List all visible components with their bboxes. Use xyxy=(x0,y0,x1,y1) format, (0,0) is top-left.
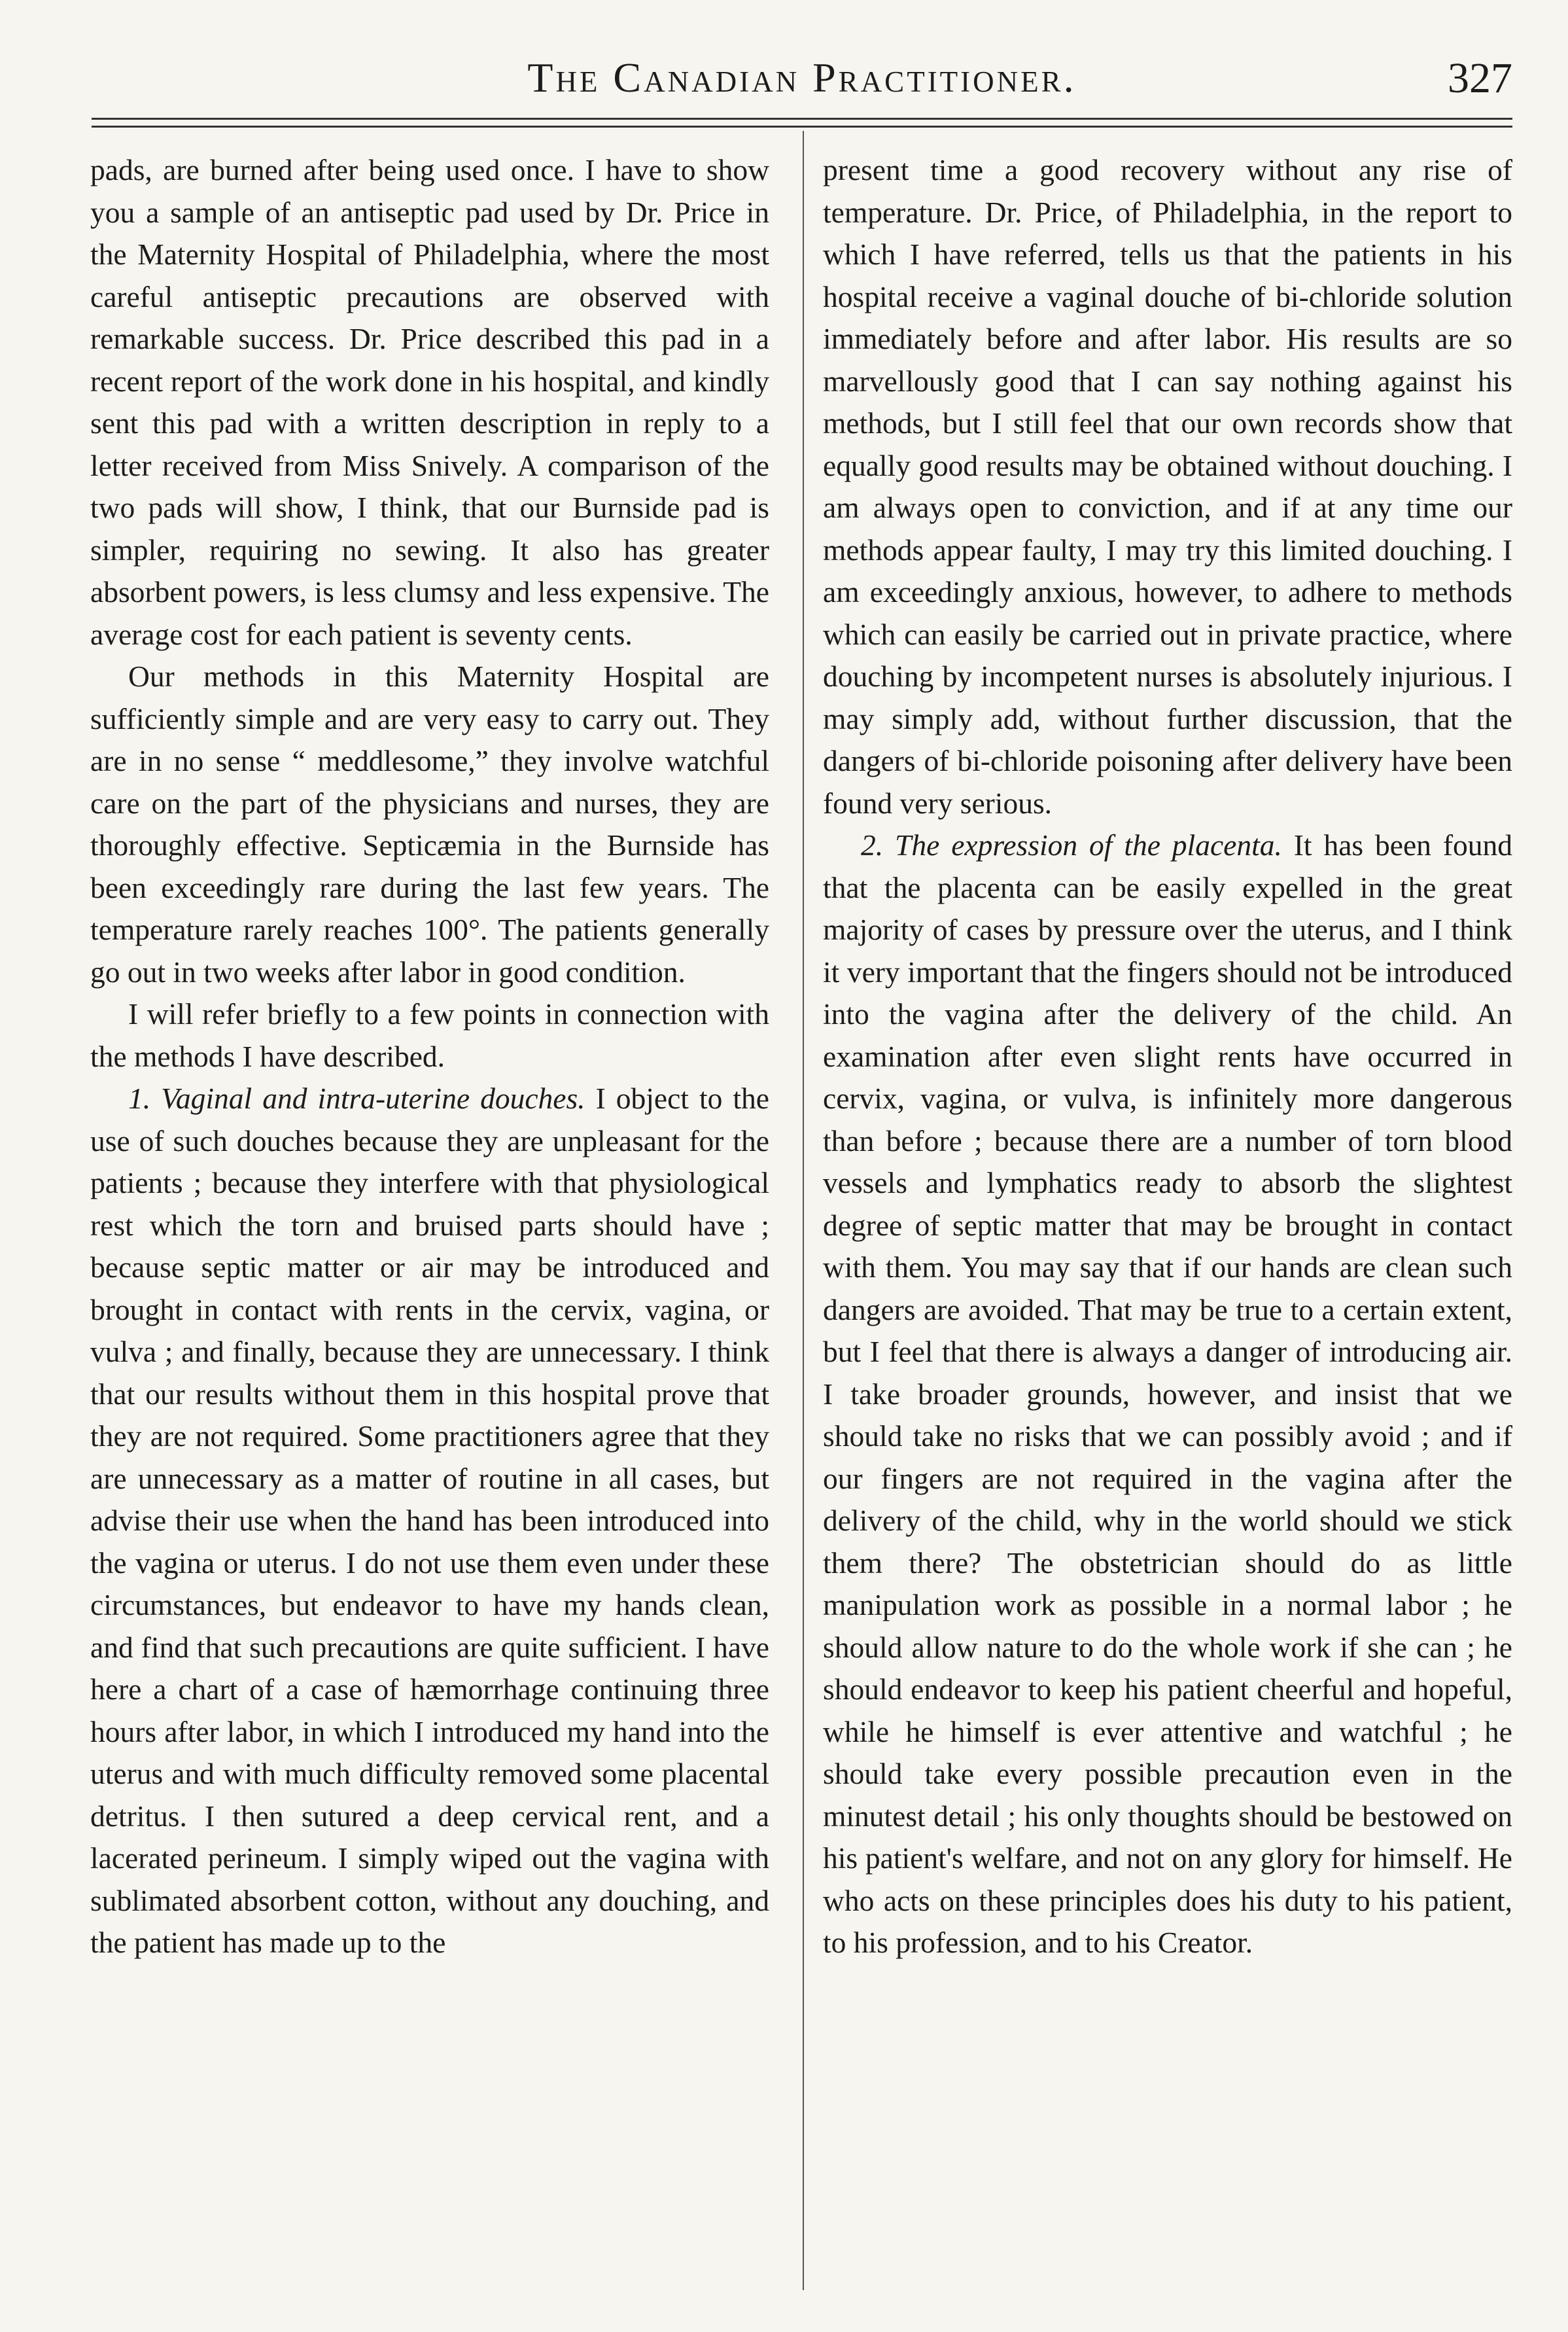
paragraph-douches xyxy=(90,1078,769,1964)
paragraph-douches-text: I object to the use of such douches because they are unpleasant for the patients ; because they interfere with that physiological rest which the torn and bruised parts should have ; because septic matter or air may be introduced and brought in contact with rents in the cervix, vagina, or vulva ; and finally, because they are unnecessary. I think that our results without them in this hospital prove that they are not required. Some practitioners agree that they are unnecessary as a matter of routine in all cases, but advise their use when the hand has been introduced into the vagina or uterus. I do not use them even under these circumstances, but endeavor to have my hands clean, and find that such precautions are quite sufficient. I have here a chart of a case of hæmorrhage continuing three hours after labor, in which I introduced my hand into the uterus and with much difficulty removed some placental detritus. I then sutured a deep cervical rent, and a lacerated perineum. I simply wiped out the vagina with sublimated absorbent cotton, without any douching, and the patient has made up to the xyxy=(90,1082,770,1959)
paragraph-recovery: present time a good recovery without any rise of temperature. Dr. Price, of Philadelphia, in the report to which I have referred, tells us that the patients in his hospital receive a vaginal douche of bi-chloride solution immediately before and after labor. His results are so marvellously good that I can say nothing against his methods, but I still feel that our own records show that equally good results may be obtained without douching. I am always open to conviction, and if at any time our methods appear faulty, I may try this limited douching. I am exceedingly anxious, however, to adhere to methods which can easily be carried out in private practice, where douching by incompetent nurses is absolutely injurious. I may simply add, without further discussion, that the dangers of bi-chloride poisoning after delivery have been found very serious. xyxy=(823,153,1512,820)
section-heading-placenta: 2. The expression of the placenta. xyxy=(861,828,1282,862)
paragraph-placenta-text: It has been found that the placenta can be easily expelled in the great majority of cases by pressure over the uterus, and I think it very important that the fingers should not be introduced into the vagina after the delivery of the child. An examination after even slight rents have occurred in cervix, vagina, or vulva, is infinitely more dangerous than before ; because there are a number of torn blood vessels and lymphatics ready to absorb the slightest degree of septic matter that may be brought in contact with them. You may say that if our hands are clean such dangers are avoided. That may be true to a certain extent, but I feel that there is always a danger of introducing air. I take broader grounds, however, and insist that we should take no risks that we can possibly avoid ; and if our fingers are not required in the vagina after the delivery of the child, why in the world should we stick them there? The obstetrician should do as little manipulation work as possible in a normal labor ; he should allow nature to do the whole work if she can ; he should endeavor to keep his patient cheerful and hopeful, while he himself is ever attentive and watchful ; he should take every possible precaution even in the minutest detail ; his only thoughts should be bestowed on his patient's welfare, and not on any glory for himself. He who acts on these principles does his duty to his patient, to his profession, and to his Creator. xyxy=(823,828,1512,1959)
running-title: The Canadian Practitioner. xyxy=(527,54,1077,101)
paragraph-placenta xyxy=(823,824,1512,1964)
left-column xyxy=(90,149,769,1964)
paragraph-pads: pads, are burned after being used once. I have to show you a sample of an antiseptic pad used by Dr. Price in the Maternity Hospital of Philadelphia, where the most careful antiseptic precautions are observed with remarkable success. Dr. Price described this pad in a recent report of the work done in his hospital, and kindly sent this pad with a written description in reply to a letter received from Miss Snively. A comparison of the two pads will show, I think, that our Burnside pad is simpler, requiring no sewing. It also has greater absorbent powers, is less clumsy and less expensive. The average cost for each patient is seventy cents. xyxy=(90,153,769,651)
paragraph-refer: I will refer briefly to a few points in connection with the methods I have described. xyxy=(90,997,769,1073)
header-rule-bottom xyxy=(92,126,1512,128)
paragraph-methods: Our methods in this Maternity Hospital are sufficiently simple and are very easy to carry out. They are in no sense “ meddlesome,” they involve watchful care on the part of the physicians and nurses, they are thoroughly effective. Septicæmia in the Burnside has been exceedingly rare during the last few years. The temperature rarely reaches 100°. The patients generally go out in two weeks after labor in good condition. xyxy=(90,660,769,989)
header-rule-top xyxy=(92,118,1512,120)
page-header xyxy=(92,51,1512,110)
column-divider xyxy=(803,131,804,2290)
page-number: 327 xyxy=(1448,54,1512,102)
right-column xyxy=(823,149,1512,1964)
section-heading-douches: 1. Vaginal and intra-uterine douches. xyxy=(128,1082,585,1115)
